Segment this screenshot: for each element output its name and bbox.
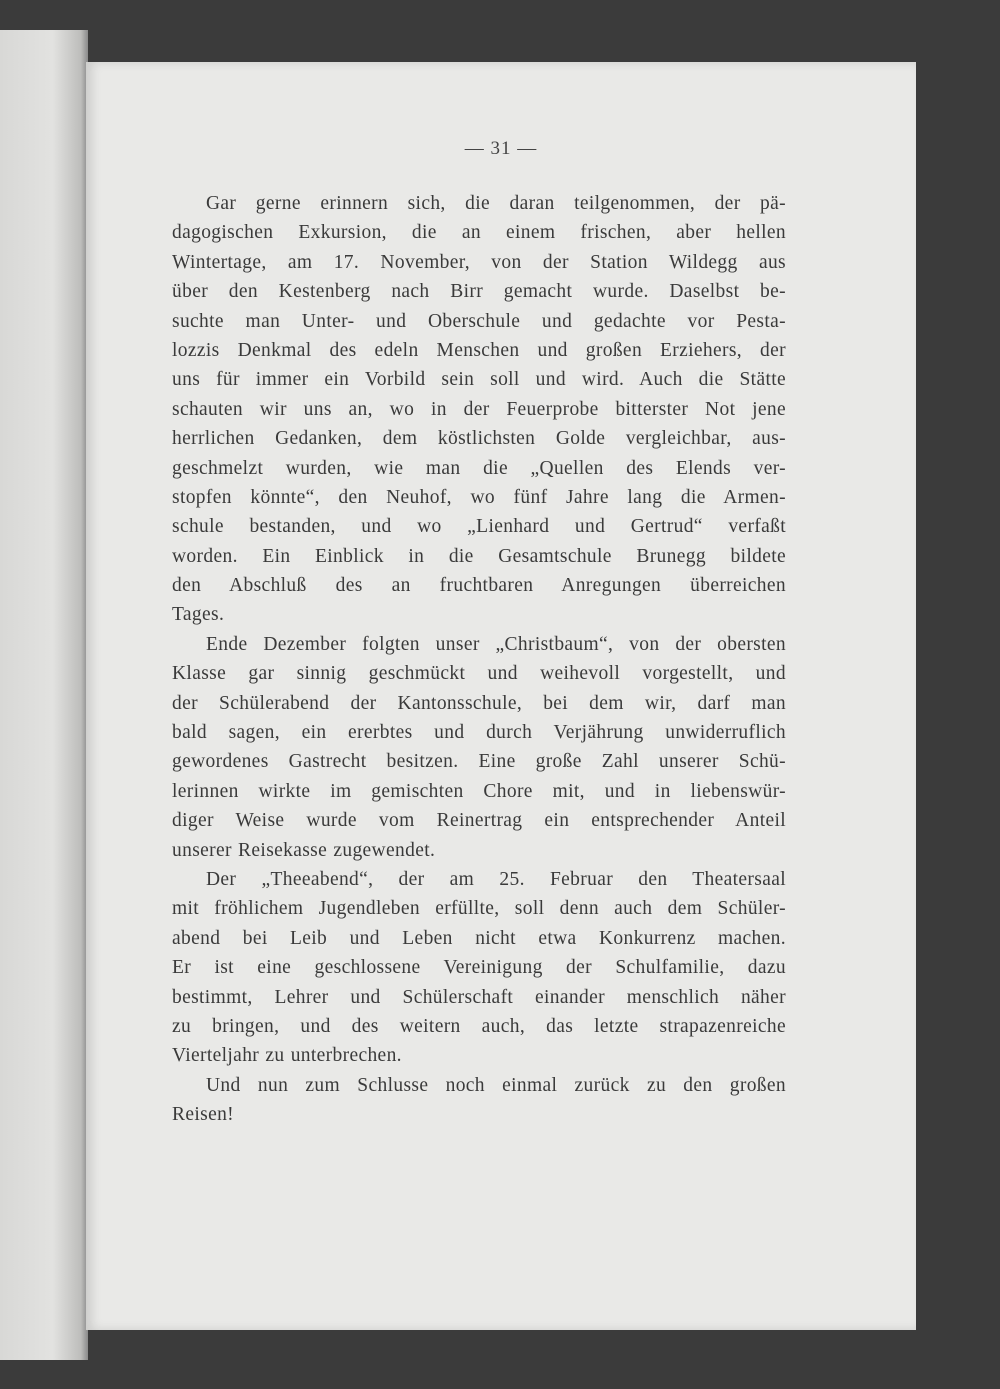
text-line: Wintertage, am 17. November, von der Station Wildegg aus (172, 251, 786, 273)
text-line: über den Kestenberg nach Birr gemacht wurde. Daselbst be- (172, 281, 786, 303)
text-line: Reisen! (172, 1104, 235, 1126)
text-line: herrlichen Gedanken, dem köstlichsten Golde vergleichbar, aus- (172, 428, 786, 450)
text-line: schule bestanden, und wo „Lienhard und Gertrud“ verfaßt (172, 516, 786, 538)
text-line: geschmelzt wurden, wie man die „Quellen des Elends ver- (172, 457, 786, 479)
text-line: bestimmt, Lehrer und Schülerschaft einander menschlich näher (172, 986, 786, 1008)
text-line: Gar gerne erinnern sich, die daran teilgenommen, der pä- (206, 193, 786, 214)
text-line: diger Weise wurde vom Reinertrag ein entsprechender Anteil (172, 810, 786, 832)
text-line: Klasse gar sinnig geschmückt und weihevoll vorgestellt, und (172, 663, 786, 685)
body-text (172, 189, 786, 1130)
text-line: worden. Ein Einblick in die Gesamtschule Brunegg bildete (172, 545, 786, 567)
paragraph (172, 1071, 786, 1130)
book-page (86, 62, 916, 1330)
paragraph (172, 865, 786, 1071)
text-line: Tages. (172, 604, 225, 626)
paragraph (172, 630, 786, 865)
text-line: Er ist eine geschlossene Vereinigung der Schulfamilie, dazu (172, 957, 786, 979)
text-line: uns für immer ein Vorbild sein soll und wird. Auch die Stätte (172, 369, 786, 391)
text-line: lozzis Denkmal des edeln Menschen und großen Erziehers, der (172, 339, 786, 361)
text-line: den Abschluß des an fruchtbaren Anregungen überreichen (172, 575, 786, 597)
text-line: Ende Dezember folgten unser „Christbaum“, von der obersten (206, 633, 786, 655)
text-line: bald sagen, ein ererbtes und durch Verjährung unwiderruflich (172, 722, 786, 744)
paragraph (172, 189, 786, 630)
text-line: zu bringen, und des weitern auch, das letzte strapazenreiche (172, 1015, 786, 1037)
page-number: — 31 — (464, 138, 538, 159)
text-line: mit fröhlichem Jugendleben erfüllte, soll denn auch dem Schüler- (172, 898, 786, 920)
text-line: dagogischen Exkursion, die an einem frischen, aber hellen (172, 222, 786, 244)
text-line: der Schülerabend der Kantonsschule, bei dem wir, darf man (172, 692, 786, 714)
text-line: schauten wir uns an, wo in der Feuerprobe bitterster Not jene (172, 398, 786, 420)
text-line: suchte man Unter- und Oberschule und gedachte vor Pesta- (172, 310, 786, 332)
text-line: stopfen könnte“, den Neuhof, wo fünf Jahre lang die Armen- (172, 486, 786, 508)
text-line: Und nun zum Schlusse noch einmal zurück zu den großen (206, 1074, 786, 1096)
text-line: abend bei Leib und Leben nicht etwa Konkurrenz machen. (172, 927, 786, 949)
text-line: Der „Theeabend“, der am 25. Februar den Theatersaal (206, 868, 786, 890)
text-line: unserer Reisekasse zugewendet. (172, 839, 436, 861)
previous-page-edge (0, 30, 88, 1360)
text-line: lerinnen wirkte im gemischten Chore mit, und in liebenswür- (172, 780, 786, 802)
text-line: gewordenes Gastrecht besitzen. Eine große Zahl unserer Schü- (172, 751, 786, 773)
text-line: Vierteljahr zu unterbrechen. (172, 1045, 402, 1067)
